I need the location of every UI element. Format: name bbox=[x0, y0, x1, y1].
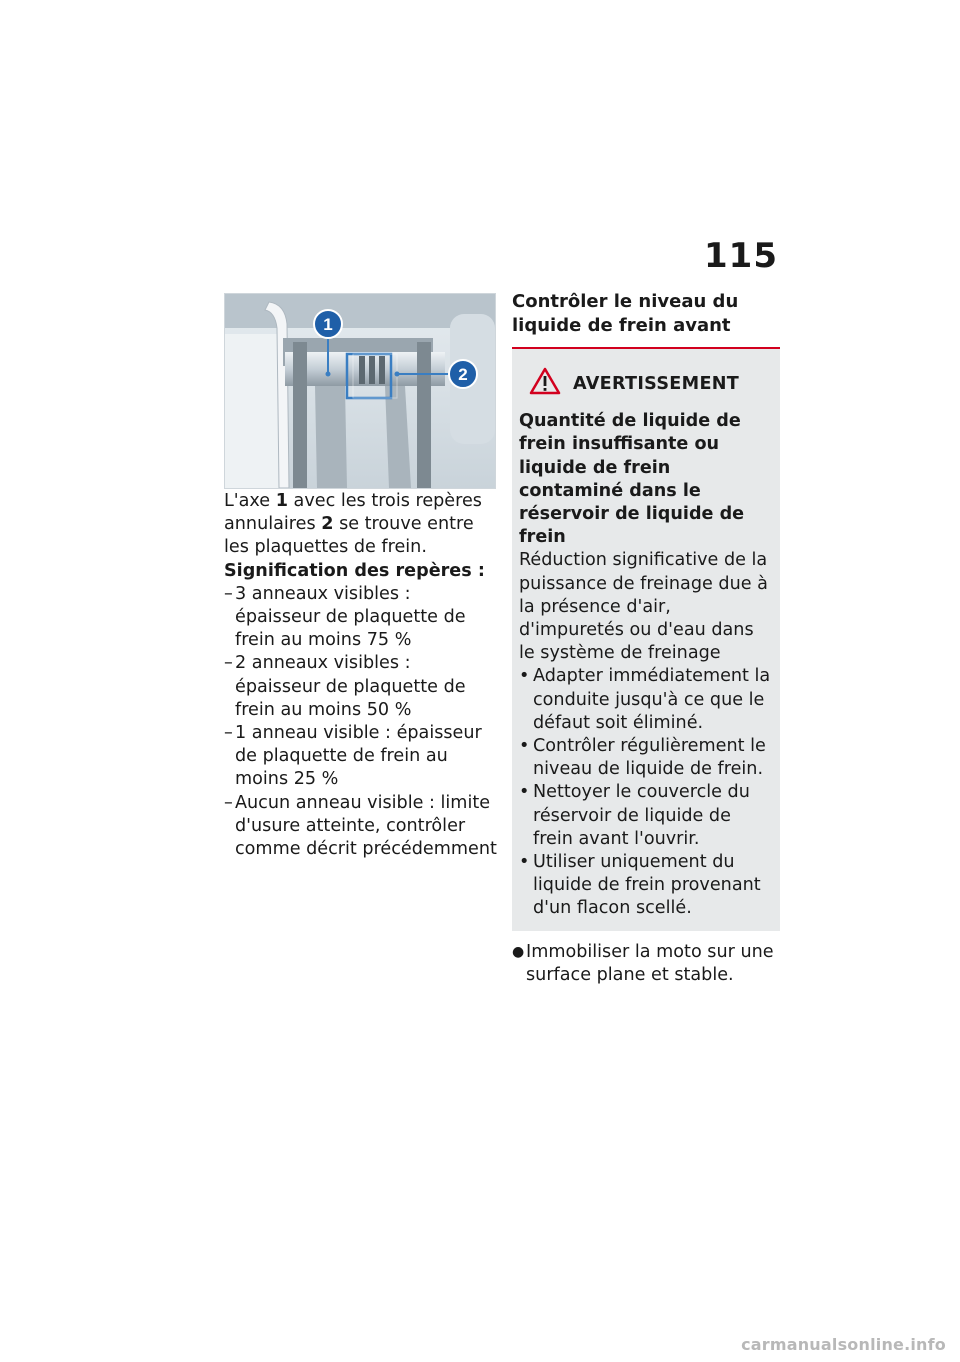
bullet-marker: • bbox=[519, 852, 530, 873]
caption-text: L'axe bbox=[224, 491, 276, 511]
brake-pad-figure bbox=[224, 293, 496, 489]
bullet-marker: • bbox=[519, 736, 530, 757]
bullet-marker: • bbox=[519, 782, 530, 803]
list-item bbox=[519, 781, 772, 851]
warning-label: AVERTISSEMENT bbox=[573, 374, 740, 394]
dash-marker: – bbox=[224, 723, 233, 744]
left-column bbox=[224, 490, 499, 861]
list-item bbox=[224, 583, 499, 653]
warning-body: Réduction significative de la puissance de freinage due à la présence d'air, d'impuretés ou d'eau dans le système de freinage bbox=[519, 550, 768, 664]
marks-heading: Signification des repères : bbox=[224, 560, 485, 581]
list-item-text: Utiliser uniquement du liquide de frein provenant d'un flacon scellé. bbox=[533, 852, 761, 919]
action-steps bbox=[512, 941, 780, 987]
action-marker: ● bbox=[512, 943, 525, 960]
right-column bbox=[512, 290, 780, 987]
dash-marker: – bbox=[224, 653, 233, 674]
callout-2: 2 bbox=[458, 365, 468, 384]
warning-box bbox=[512, 349, 780, 931]
list-item-text: 3 anneaux visibles : épaisseur de plaquette de frein au moins 75 % bbox=[235, 583, 466, 651]
list-item bbox=[519, 735, 772, 781]
list-item bbox=[519, 665, 772, 735]
marks-list bbox=[224, 583, 499, 861]
list-item-text: Adapter immédiatement la conduite jusqu'à ce que le défaut soit éliminé. bbox=[533, 666, 771, 733]
warning-triangle-icon bbox=[529, 367, 561, 402]
warning-header bbox=[529, 367, 772, 402]
page-number: 115 bbox=[704, 236, 778, 276]
callout-1: 1 bbox=[323, 315, 333, 334]
caption-ref-1: 1 bbox=[275, 491, 288, 511]
action-step bbox=[512, 941, 780, 987]
warning-title: Quantité de liquide de frein insuffisante ou liquide de frein contaminé dans le réservoir de liquide de frein bbox=[519, 411, 745, 548]
caption-text: avec les trois repères annulaires bbox=[224, 491, 482, 535]
list-item bbox=[224, 792, 499, 862]
list-item-text: 2 anneaux visibles : épaisseur de plaquette de frein au moins 50 % bbox=[235, 653, 466, 720]
section-title: Contrôler le niveau du liquide de frein avant bbox=[512, 291, 739, 336]
caption-text: se trouve entre les plaquettes de frein. bbox=[224, 514, 474, 558]
warning-measures-list bbox=[519, 665, 772, 920]
list-item-text: Nettoyer le couvercle du réservoir de liquide de frein avant l'ouvrir. bbox=[533, 782, 750, 849]
list-item-text: Aucun anneau visible : limite d'usure atteinte, contrôler comme décrit précédemment bbox=[235, 792, 497, 860]
dash-marker: – bbox=[224, 792, 233, 813]
list-item bbox=[519, 851, 772, 921]
list-item bbox=[224, 652, 499, 722]
brake-caliper-illustration bbox=[225, 294, 495, 488]
bullet-marker: • bbox=[519, 666, 530, 687]
list-item bbox=[224, 722, 499, 792]
action-step-text: Immobiliser la moto sur une surface plane et stable. bbox=[526, 941, 774, 985]
figure-caption bbox=[224, 490, 499, 560]
list-item-text: Contrôler régulièrement le niveau de liquide de frein. bbox=[533, 736, 766, 780]
caption-ref-2: 2 bbox=[321, 514, 334, 535]
watermark-logo: carmanualsonline.info bbox=[741, 1335, 946, 1354]
dash-marker: – bbox=[224, 583, 233, 604]
list-item-text: 1 anneau visible : épaisseur de plaquette de frein au moins 25 % bbox=[235, 723, 482, 790]
